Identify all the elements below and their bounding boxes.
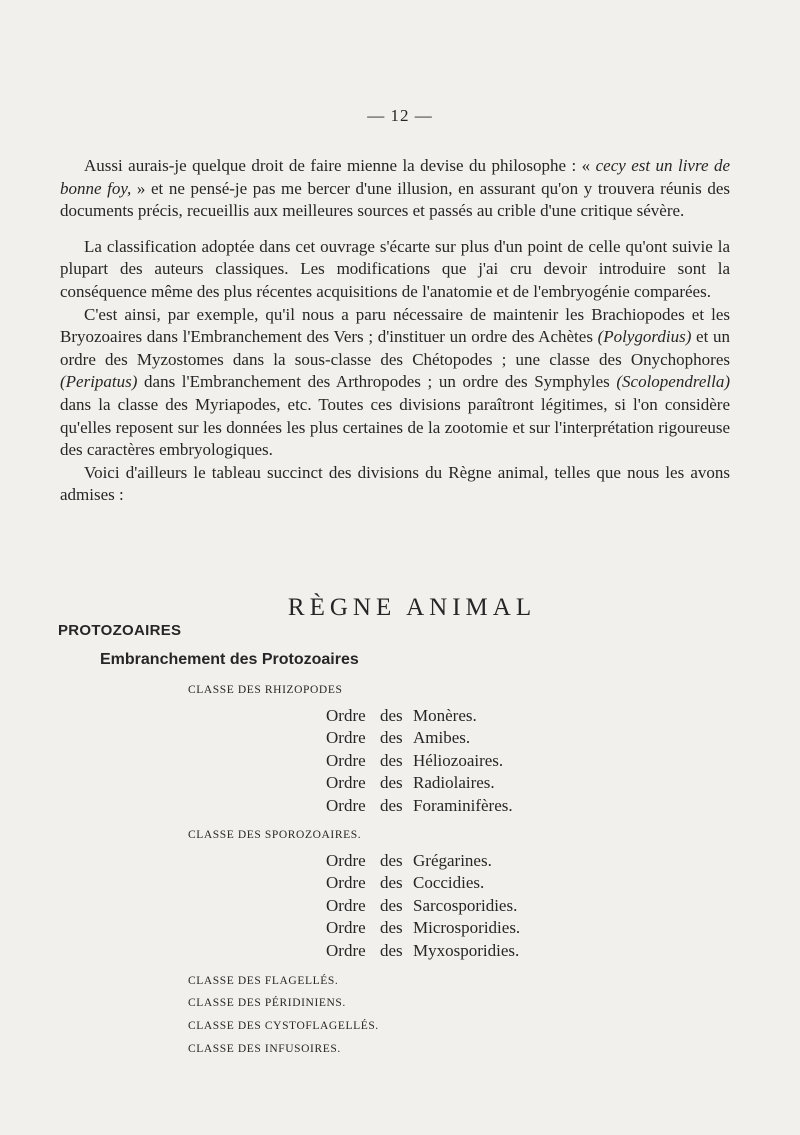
order-name: Foraminifères. <box>413 795 513 815</box>
classe-name: CLASSE DES PÉRIDINIENS. <box>188 997 346 1009</box>
order-name: Myxosporidies. <box>413 940 520 960</box>
order-word: Ordre <box>326 728 366 748</box>
paragraph-1 <box>60 155 730 223</box>
classe-name: CLASSE DES SPOROZOAIRES. <box>188 829 362 841</box>
des-word: des <box>380 795 403 815</box>
text-run: » et ne pensé-je pas me bercer d'une illusion, en assurant qu'on y trouvera réunis des documents précis, recueillis aux meilleures sources et passés au crible d'une critique sévère. <box>60 178 730 221</box>
des-word: des <box>380 873 403 893</box>
order-item <box>326 728 513 750</box>
classe-name: CLASSE DES RHIZOPODES <box>188 684 343 696</box>
italic-run: cecy est un livre de bonne foy, <box>60 156 730 198</box>
des-word: des <box>380 851 403 870</box>
page-number: — 12 — <box>367 106 433 125</box>
classe-name: CLASSE DES FLAGELLÉS. <box>188 975 339 987</box>
order-word: Ordre <box>326 851 366 870</box>
text-run: C'est ainsi, par exemple, qu'il nous a paru nécessaire de maintenir les Brachiopodes et les Bryozoaires dans l'Embranchement des Vers ; d'instituer un ordre des Achètes <box>60 304 730 347</box>
order-word: Ordre <box>326 706 366 725</box>
paragraph-2 <box>60 236 730 304</box>
order-item <box>326 896 520 918</box>
order-name: Monères. <box>413 706 477 725</box>
protozoaires-heading: PROTOZOAIRES <box>58 622 182 639</box>
order-name: Héliozoaires. <box>413 750 504 770</box>
paragraph-3 <box>60 304 730 462</box>
order-item <box>326 706 513 728</box>
order-word: Ordre <box>326 795 366 815</box>
order-item <box>326 773 513 795</box>
order-item <box>326 751 513 773</box>
order-name: Microsporidies. <box>413 918 521 938</box>
des-word: des <box>380 918 403 938</box>
order-word: Ordre <box>326 873 366 893</box>
des-word: des <box>380 728 403 748</box>
order-name: Amibes. <box>413 728 471 748</box>
text-run: La classification adoptée dans cet ouvrage s'écarte sur plus d'un point de celle qu'ont suivie la plupart des auteurs classiques. Les modifications que j'ai cru devoir introduire sont la conséquence même des plus récentes acquisitions de l'anatomie et de l'embryogénie comparées. <box>60 236 730 301</box>
des-word: des <box>380 773 403 793</box>
order-word: Ordre <box>326 750 366 770</box>
order-item <box>326 796 513 818</box>
classe-name: CLASSE DES CYSTOFLAGELLÉS. <box>188 1020 379 1032</box>
order-item <box>326 873 520 895</box>
classe-name: CLASSE DES INFUSOIRES. <box>188 1043 341 1055</box>
regne-animal-title: RÈGNE ANIMAL <box>287 594 537 621</box>
italic-run: (Polygordius) <box>597 327 692 347</box>
text-run: dans l'Embranchement des Arthropodes ; un ordre des Symphyles <box>137 372 617 392</box>
embranchement-heading: Embranchement des Protozoaires <box>100 651 359 668</box>
text-run: dans la classe des Myriapodes, etc. Toutes ces divisions paraîtront légitimes, si l'on considère qu'elles reposent sur les données les plus certaines de la zootomie et sur l'interprétation rigoureuse des caractères embryologiques. <box>60 394 730 460</box>
order-word: Ordre <box>326 918 366 938</box>
order-item <box>326 941 520 963</box>
order-name: Sarcosporidies. <box>413 895 518 915</box>
text-run: Voici d'ailleurs le tableau succinct des divisions du Règne animal, telles que nous les avons admises : <box>60 462 730 505</box>
order-word: Ordre <box>326 773 366 793</box>
italic-run: (Peripatus) <box>60 372 138 392</box>
order-name: Coccidies. <box>413 873 485 893</box>
order-list <box>326 851 520 963</box>
order-list <box>326 706 513 818</box>
order-name: Radiolaires. <box>413 773 495 793</box>
order-item <box>326 851 520 873</box>
body-text <box>60 155 730 507</box>
des-word: des <box>380 750 403 770</box>
des-word: des <box>380 940 403 960</box>
order-name: Grégarines. <box>413 851 492 870</box>
order-item <box>326 918 520 940</box>
italic-run: (Scolopendrella) <box>616 372 730 392</box>
order-word: Ordre <box>326 940 366 960</box>
des-word: des <box>380 895 403 915</box>
text-run: Aussi aurais-je quelque droit de faire mienne la devise du philosophe : « <box>84 156 596 175</box>
des-word: des <box>380 706 403 725</box>
order-word: Ordre <box>326 895 366 915</box>
text-run: et un ordre des Myzostomes dans la sous-classe des Chétopodes ; une classe des Onychophores <box>60 327 730 369</box>
paragraph-4 <box>60 462 730 507</box>
